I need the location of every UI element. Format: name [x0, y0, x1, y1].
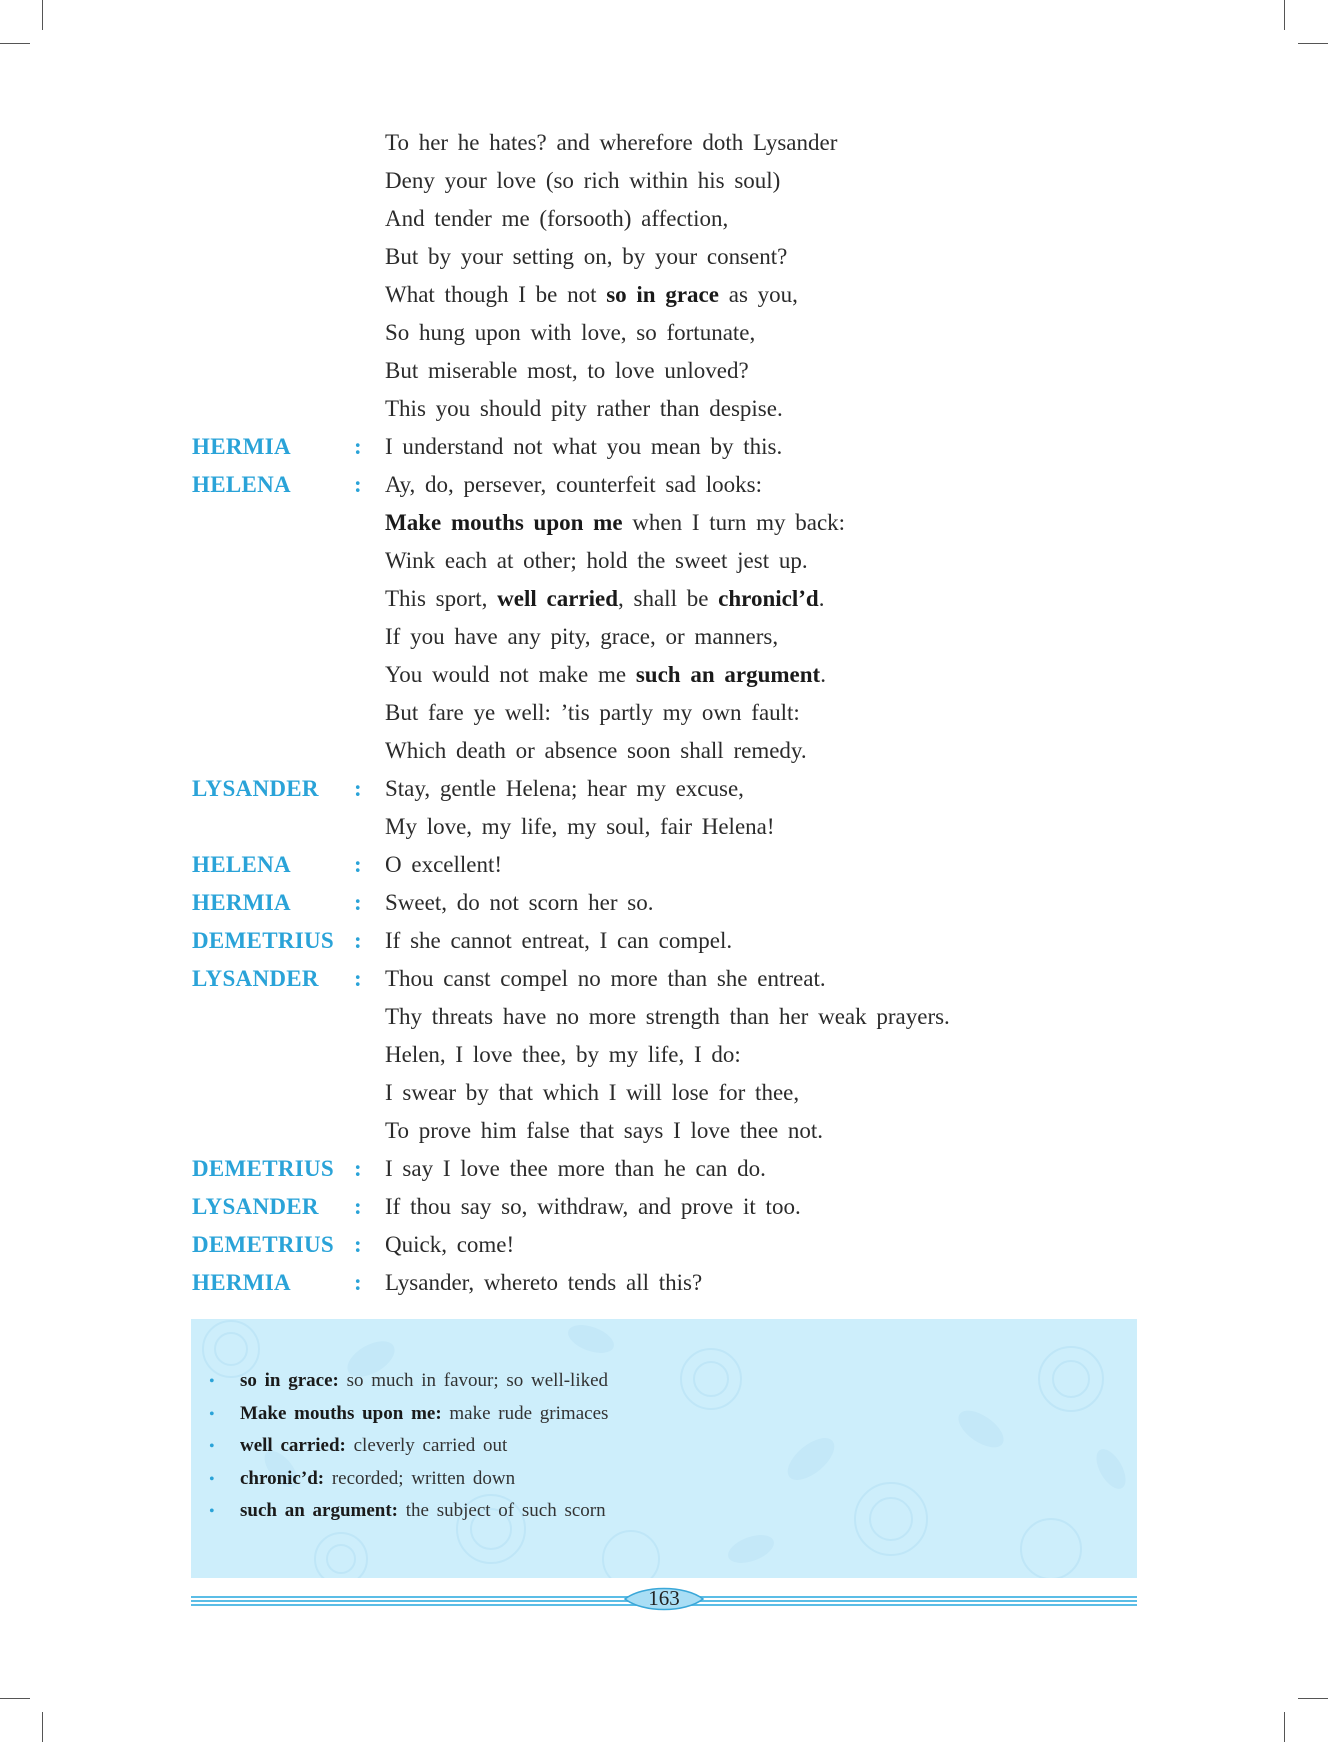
dialogue-text	[385, 922, 732, 960]
dialogue-text	[385, 238, 787, 276]
text-segment: as you,	[718, 282, 798, 307]
dialogue-text	[385, 1264, 702, 1302]
text-segment: when I turn my back:	[622, 510, 846, 535]
dialogue-line	[192, 1150, 1152, 1188]
speaker-name: HELENA	[192, 852, 291, 877]
speaker-name: DEMETRIUS	[192, 1232, 335, 1257]
glossary-item	[209, 1398, 608, 1431]
dialogue-text	[385, 656, 826, 694]
glossary-item	[209, 1365, 608, 1398]
dialogue-line	[192, 238, 1152, 276]
text-segment: If she cannot entreat, I can compel.	[385, 928, 733, 953]
text-segment: Wink each at other; hold the sweet jest up.	[385, 548, 808, 573]
glossary-term: such an argument:	[240, 1500, 399, 1521]
dialogue-text	[385, 276, 798, 314]
speaker-colon: :	[354, 1194, 362, 1219]
dialogue-text	[385, 428, 782, 466]
text-segment: This sport,	[385, 586, 498, 611]
speaker-name: HELENA	[192, 472, 291, 497]
text-segment: I say I love thee more than he can do.	[385, 1156, 766, 1181]
glossary-definition: make rude grimaces	[449, 1402, 609, 1424]
dialogue-text	[385, 808, 775, 846]
speaker-colon: :	[354, 434, 362, 459]
text-segment: To her he hates? and wherefore doth Lysander	[385, 130, 838, 155]
text-segment: Lysander, whereto tends all this?	[385, 1270, 703, 1295]
bullet-icon: •	[209, 1373, 215, 1390]
crop-mark	[0, 1698, 30, 1699]
speaker-colon: :	[354, 1232, 362, 1257]
speaker-colon: :	[354, 1270, 362, 1295]
speaker-name: DEMETRIUS	[192, 1156, 335, 1181]
glossed-phrase: such an argument	[635, 662, 821, 687]
dialogue-line	[192, 770, 1152, 808]
glossary-term: so in grace:	[240, 1370, 339, 1391]
dialogue-text	[385, 1112, 823, 1150]
dialogue-line	[192, 694, 1152, 732]
dialogue-text	[385, 162, 780, 200]
glossary-definition: so much in favour; so well-liked	[346, 1370, 609, 1391]
dialogue-text	[385, 884, 654, 922]
crop-mark	[42, 0, 43, 30]
dialogue-text	[385, 124, 837, 162]
glossary-item	[209, 1430, 608, 1463]
dialogue-line	[192, 618, 1152, 656]
speaker-colon: :	[354, 776, 362, 801]
dialogue-line	[192, 808, 1152, 846]
glossary-item	[209, 1495, 608, 1528]
crop-mark	[1284, 1712, 1285, 1742]
dialogue-line	[192, 884, 1152, 922]
text-segment: But fare ye well: ’tis partly my own fault:	[385, 700, 800, 725]
dialogue-line	[192, 466, 1152, 504]
page-number: 163	[648, 1586, 680, 1610]
dialogue-text	[385, 618, 778, 656]
speaker-name: HERMIA	[192, 1270, 291, 1295]
dialogue-text	[385, 1074, 799, 1112]
dialogue-text	[385, 580, 824, 618]
dialogue-line	[192, 504, 1152, 542]
crop-mark	[1284, 0, 1285, 30]
dialogue-line	[192, 314, 1152, 352]
dialogue-text	[385, 200, 728, 238]
glossary-box	[191, 1319, 1137, 1578]
dialogue-text	[385, 846, 502, 884]
dialogue-line	[192, 998, 1152, 1036]
text-segment: What though I be not	[385, 282, 607, 307]
speaker-name: DEMETRIUS	[192, 928, 335, 953]
dialogue-text	[385, 466, 762, 504]
glossary-list	[209, 1365, 608, 1528]
glossed-phrase: so in grace	[606, 282, 719, 307]
dialogue-text	[385, 998, 950, 1036]
speaker-colon: :	[354, 1156, 362, 1181]
text-segment: Which death or absence soon shall remedy.	[385, 738, 807, 763]
dialogue-line	[192, 580, 1152, 618]
glossary-definition: recorded; written down	[331, 1467, 516, 1489]
dialogue-line	[192, 352, 1152, 390]
text-segment: But miserable most, to love unloved?	[385, 358, 749, 383]
speaker-name: LYSANDER	[192, 1194, 319, 1219]
text-segment: My love, my life, my soul, fair Helena!	[385, 814, 775, 839]
dialogue-line	[192, 1036, 1152, 1074]
text-segment: Sweet, do not scorn her so.	[385, 890, 654, 915]
dialogue-text	[385, 390, 783, 428]
crop-mark	[0, 43, 30, 44]
text-segment: Thy threats have no more strength than her weak prayers.	[385, 1004, 950, 1029]
speaker-colon: :	[354, 966, 362, 991]
page-footer	[191, 1583, 1137, 1619]
text-segment: .	[820, 662, 826, 687]
text-segment: I swear by that which I will lose for thee,	[385, 1080, 800, 1105]
glossed-phrase: chronicl’d	[718, 586, 819, 611]
dialogue-text	[385, 504, 845, 542]
bullet-icon: •	[209, 1405, 215, 1423]
text-segment: If thou say so, withdraw, and prove it too.	[385, 1194, 801, 1219]
speaker-name: LYSANDER	[192, 966, 319, 991]
dialogue-line	[192, 542, 1152, 580]
dialogue-line	[192, 276, 1152, 314]
text-segment: To prove him false that says I love thee not.	[385, 1118, 824, 1143]
glossed-phrase: well carried	[497, 586, 619, 611]
glossary-definition: the subject of such scorn	[405, 1500, 606, 1521]
text-segment: Stay, gentle Helena; hear my excuse,	[385, 776, 744, 801]
dialogue-text	[385, 352, 749, 390]
text-segment: I understand not what you mean by this.	[385, 434, 783, 459]
speaker-colon: :	[354, 472, 362, 497]
glossary-term: well carried:	[240, 1435, 346, 1456]
text-segment: This you should pity rather than despise.	[385, 396, 783, 421]
dialogue-text	[385, 1036, 741, 1074]
speaker-name: HERMIA	[192, 890, 291, 915]
play-dialogue	[192, 124, 1152, 1302]
dialogue-text	[385, 694, 800, 732]
text-segment: , shall be	[618, 586, 719, 611]
text-segment: Quick, come!	[385, 1232, 515, 1257]
bullet-icon: •	[209, 1503, 215, 1520]
text-segment: If you have any pity, grace, or manners,	[385, 624, 779, 649]
dialogue-text	[385, 770, 744, 808]
dialogue-text	[385, 314, 755, 352]
speaker-name: HERMIA	[192, 434, 291, 459]
dialogue-line	[192, 428, 1152, 466]
dialogue-line	[192, 922, 1152, 960]
dialogue-line	[192, 846, 1152, 884]
dialogue-text	[385, 732, 807, 770]
text-segment: You would not make me	[385, 662, 636, 687]
dialogue-text	[385, 960, 826, 998]
text-segment: Helen, I love thee, by my life, I do:	[385, 1042, 741, 1067]
speaker-colon: :	[354, 928, 362, 953]
glossary-term: chronic’d:	[240, 1467, 325, 1489]
text-segment: And tender me (forsooth) affection,	[385, 206, 729, 231]
dialogue-text	[385, 1188, 801, 1226]
dialogue-text	[385, 542, 808, 580]
speaker-colon: :	[354, 852, 362, 877]
bullet-icon: •	[209, 1438, 215, 1455]
text-segment: .	[818, 586, 825, 611]
dialogue-line	[192, 124, 1152, 162]
dialogue-line	[192, 162, 1152, 200]
dialogue-line	[192, 960, 1152, 998]
dialogue-line	[192, 1074, 1152, 1112]
text-segment: So hung upon with love, so fortunate,	[385, 320, 756, 345]
glossary-item	[209, 1463, 608, 1496]
text-segment: But by your setting on, by your consent?	[385, 244, 788, 269]
bullet-icon: •	[209, 1470, 215, 1488]
dialogue-line	[192, 1112, 1152, 1150]
dialogue-line	[192, 656, 1152, 694]
dialogue-line	[192, 200, 1152, 238]
dialogue-line	[192, 390, 1152, 428]
dialogue-line	[192, 732, 1152, 770]
glossary-definition: cleverly carried out	[353, 1435, 508, 1456]
text-segment: O excellent!	[385, 852, 503, 877]
text-segment: Deny your love (so rich within his soul)	[385, 168, 781, 193]
crop-mark	[1298, 43, 1328, 44]
text-segment: Ay, do, persever, counterfeit sad looks:	[385, 472, 762, 497]
crop-mark	[1298, 1698, 1328, 1699]
dialogue-text	[385, 1226, 514, 1264]
glossary-term: Make mouths upon me:	[240, 1402, 442, 1424]
glossed-phrase: Make mouths upon me	[385, 510, 623, 535]
dialogue-line	[192, 1226, 1152, 1264]
crop-mark	[42, 1712, 43, 1742]
dialogue-line	[192, 1264, 1152, 1302]
text-segment: Thou canst compel no more than she entreat.	[385, 966, 826, 991]
speaker-colon: :	[354, 890, 362, 915]
dialogue-line	[192, 1188, 1152, 1226]
dialogue-text	[385, 1150, 766, 1188]
speaker-name: LYSANDER	[192, 776, 319, 801]
